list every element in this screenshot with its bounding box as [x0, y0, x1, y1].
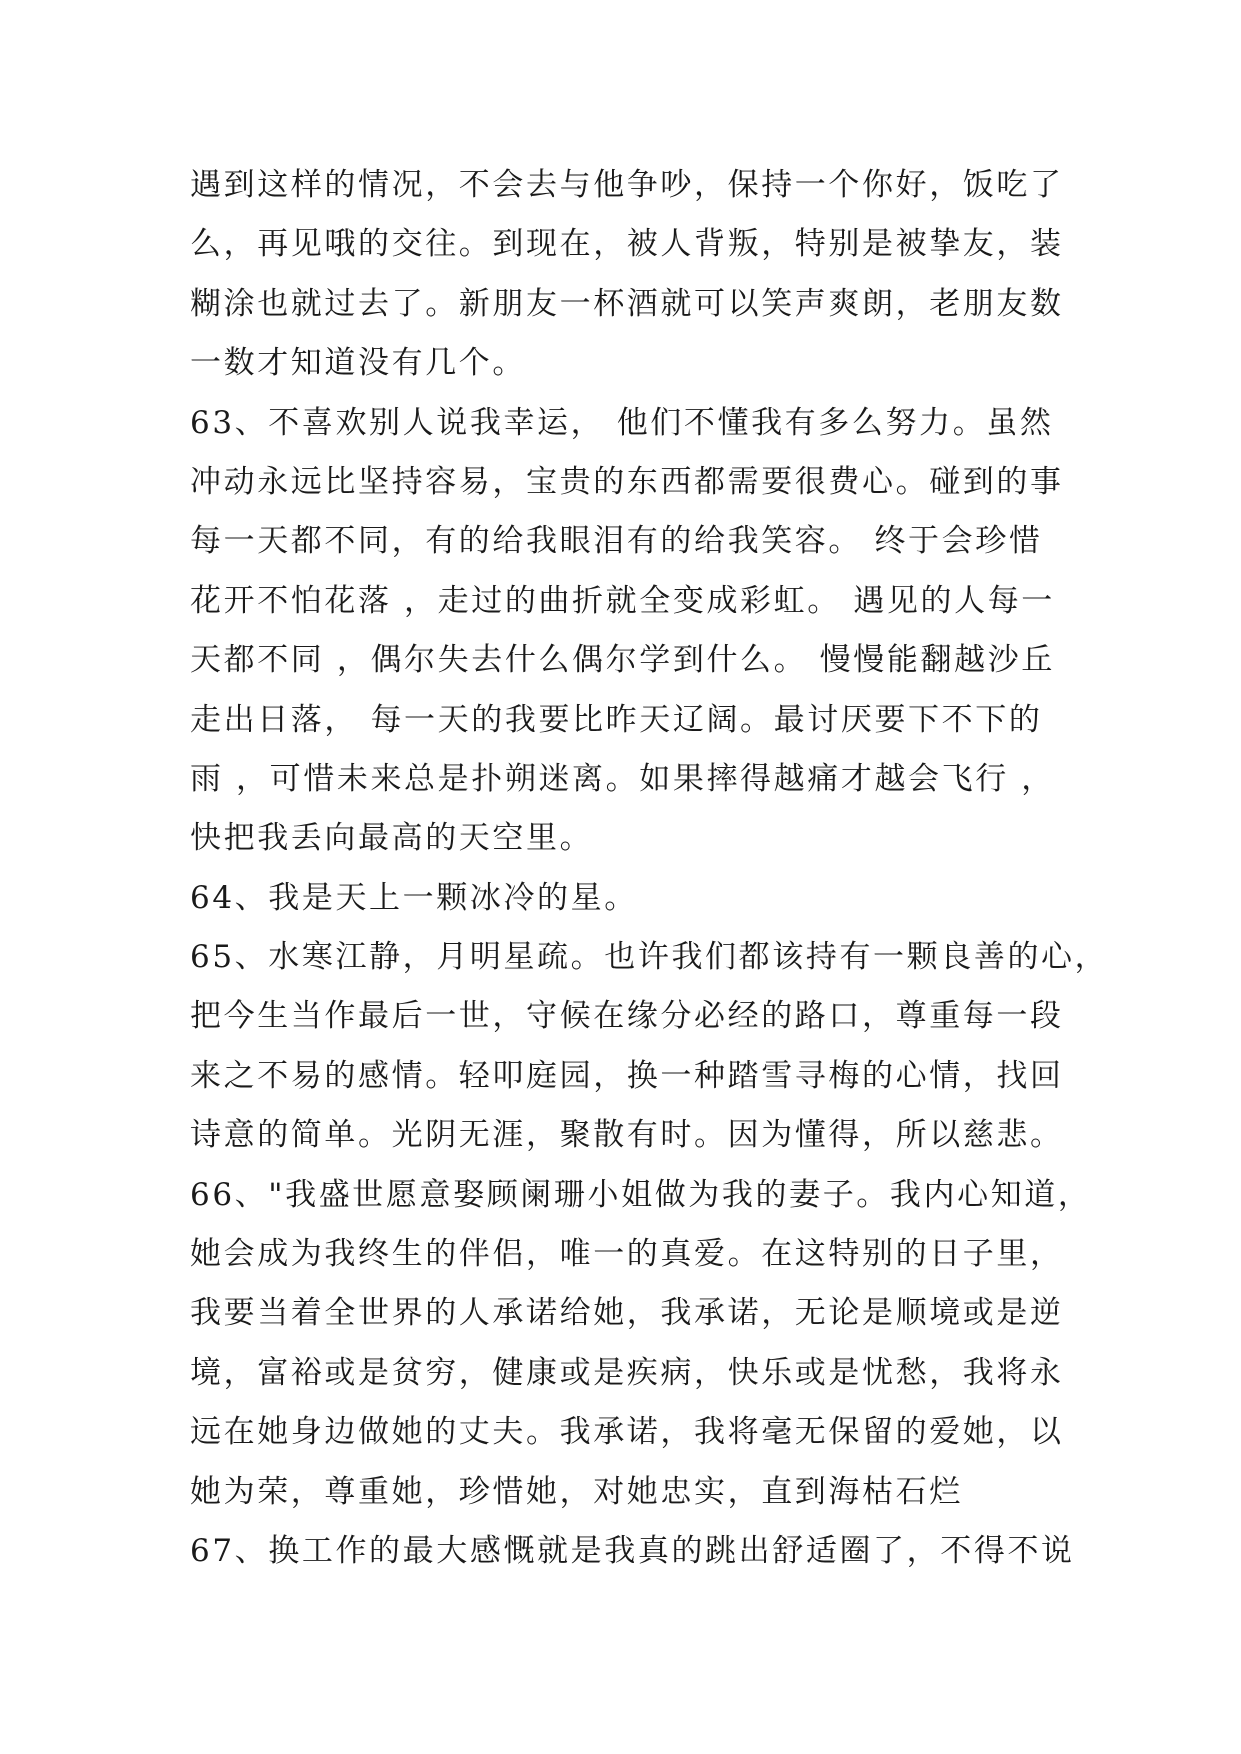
text-line: 来之不易的感情。轻叩庭园，换一种踏雪寻梅的心情，找回 — [190, 1057, 1064, 1094]
text-line: 冲动永远比坚持容易，宝贵的东西都需要很费心。碰到的事 — [190, 463, 1064, 500]
document-body — [190, 156, 1109, 1581]
text-line: 走出日落， 每一天的我要比昨天辽阔。最讨厌要下不下的 — [190, 701, 1043, 738]
text-line: 快把我丢向最高的天空里。 — [190, 820, 594, 857]
text-line: 雨 ，可惜未来总是扑朔迷离。如果摔得越痛才越会飞行 ， — [190, 760, 1055, 797]
text-line: 她为荣，尊重她，珍惜她，对她忠实，直到海枯石烂 — [190, 1473, 963, 1510]
text-line: 每一天都不同，有的给我眼泪有的给我笑容。 终于会珍惜 — [190, 523, 1043, 560]
text-line: 遇到这样的情况，不会去与他争吵，保持一个你好，饭吃了 — [190, 167, 1064, 203]
text-line: 花开不怕花落 ，走过的曲折就全变成彩虹。 遇见的人每一 — [190, 582, 1055, 619]
text-line: 么，再见哦的交往。到现在，被人背叛，特别是被挚友，装 — [190, 226, 1064, 263]
text-line: 一数才知道没有几个。 — [190, 345, 526, 382]
text-line: 天都不同 ，偶尔失去什么偶尔学到什么。 慢慢能翻越沙丘 — [190, 642, 1055, 679]
text-line: 她会成为我终生的伴侣，唯一的真爱。在这特别的日子里， — [190, 1236, 1064, 1273]
text-line: 65、水寒江静，月明星疏。也许我们都该持有一颗良善的心， — [190, 939, 1109, 976]
text-line: 境，富裕或是贫穷，健康或是疾病，快乐或是忧愁，我将永 — [190, 1354, 1064, 1391]
text-line: 67、换工作的最大感慨就是我真的跳出舒适圈了，不得不说 — [190, 1532, 1075, 1569]
text-line: 66、"我盛世愿意娶顾阑珊小姐做为我的妻子。我内心知道， — [190, 1176, 1092, 1213]
text-line: 远在她身边做她的丈夫。我承诺，我将毫无保留的爱她，以 — [190, 1414, 1064, 1451]
text-line: 我要当着全世界的人承诺给她，我承诺，无论是顺境或是逆 — [190, 1295, 1064, 1332]
text-line: 64、我是天上一颗冰冷的星。 — [190, 879, 638, 916]
text-line: 把今生当作最后一世，守候在缘分必经的路口，尊重每一段 — [190, 998, 1064, 1035]
text-line: 诗意的简单。光阴无涯，聚散有时。因为懂得，所以慈悲。 — [190, 1117, 1064, 1154]
text-line: 63、不喜欢别人说我幸运， 他们不懂我有多么努力。虽然 — [190, 404, 1054, 441]
text-line: 糊涂也就过去了。新朋友一杯酒就可以笑声爽朗，老朋友数 — [190, 285, 1064, 322]
